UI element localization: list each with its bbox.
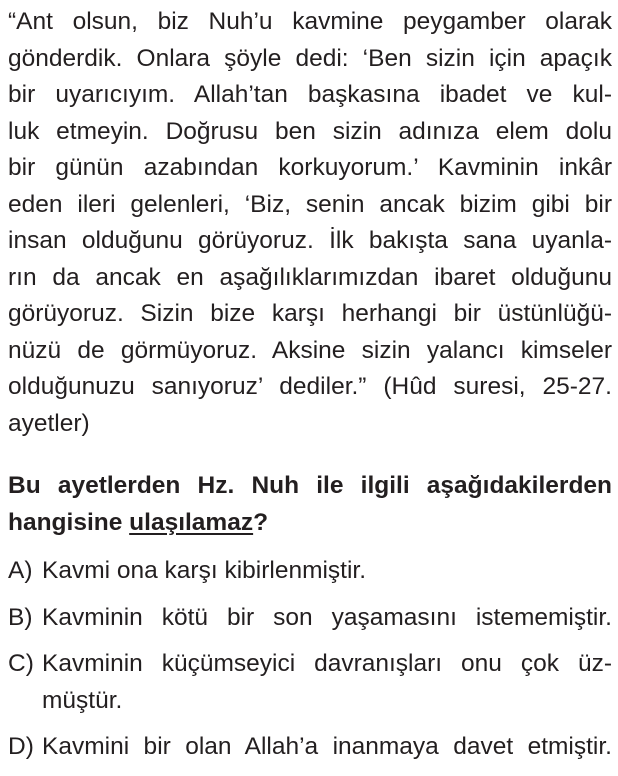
passage-line: nüzü de görmüyoruz. Aksine sizin yalancı kimseler xyxy=(8,336,612,364)
option-b[interactable] xyxy=(8,600,612,637)
passage-line: insan olduğunu görüyoruz. İlk bakışta sana uyanla- xyxy=(8,227,612,254)
question-mark: ? xyxy=(253,508,269,536)
passage-line: bir günün azabından korkuyorum.’ Kavminin inkâr xyxy=(8,154,612,181)
option-text: müştür. xyxy=(42,686,123,714)
option-text: Kavminin kötü bir son yaşamasını istememiştir. xyxy=(42,603,612,631)
option-a[interactable] xyxy=(8,553,612,590)
option-d[interactable] xyxy=(8,729,612,766)
passage-line: gönderdik. Onlara şöyle dedi: ‘Ben sizin için apaçık xyxy=(8,44,612,72)
option-letter: B) xyxy=(8,603,33,631)
answer-options xyxy=(8,553,612,766)
option-text: Kavminin küçümseyici davranışları onu çok üz- xyxy=(42,650,612,677)
passage-line: rın da ancak en aşağılıklarımızdan ibaret olduğunu xyxy=(8,263,612,291)
passage-line: “Ant olsun, biz Nuh’u kavmine peygamber olarak xyxy=(8,8,612,35)
passage-line: görüyoruz. Sizin bize karşı herhangi bir üstünlüğü- xyxy=(8,300,612,327)
option-text: Kavmini bir olan Allah’a inanmaya davet etmiştir. xyxy=(42,733,612,760)
passage-line: ayetler) xyxy=(8,409,90,437)
question-text: hangisine xyxy=(8,508,130,536)
question-emphasis: ulaşılamaz xyxy=(129,508,254,536)
question-line: Bu ayetlerden Hz. Nuh ile ilgili aşağıdakilerden xyxy=(8,472,612,499)
question-stem xyxy=(8,468,612,541)
passage-line: bir uyarıcıyım. Allah’tan başkasına ibadet ve kul- xyxy=(8,81,612,108)
question-page xyxy=(8,4,612,776)
passage-line: luk etmeyin. Doğrusu ben sizin adınıza elem dolu xyxy=(8,117,612,145)
question-line xyxy=(8,505,612,542)
option-c[interactable] xyxy=(8,646,612,719)
passage-line: eden ileri gelenleri, ‘Biz, senin ancak bizim gibi bir xyxy=(8,190,612,218)
option-text: Kavmi ona karşı kibirlenmiştir. xyxy=(42,557,367,584)
passage-text xyxy=(8,4,612,442)
option-letter: A) xyxy=(8,557,33,584)
passage-line: olduğunuzu sanıyoruz’ dediler.” (Hûd suresi, 25-27. xyxy=(8,373,612,400)
option-letter: D) xyxy=(8,733,34,760)
option-letter: C) xyxy=(8,650,34,677)
